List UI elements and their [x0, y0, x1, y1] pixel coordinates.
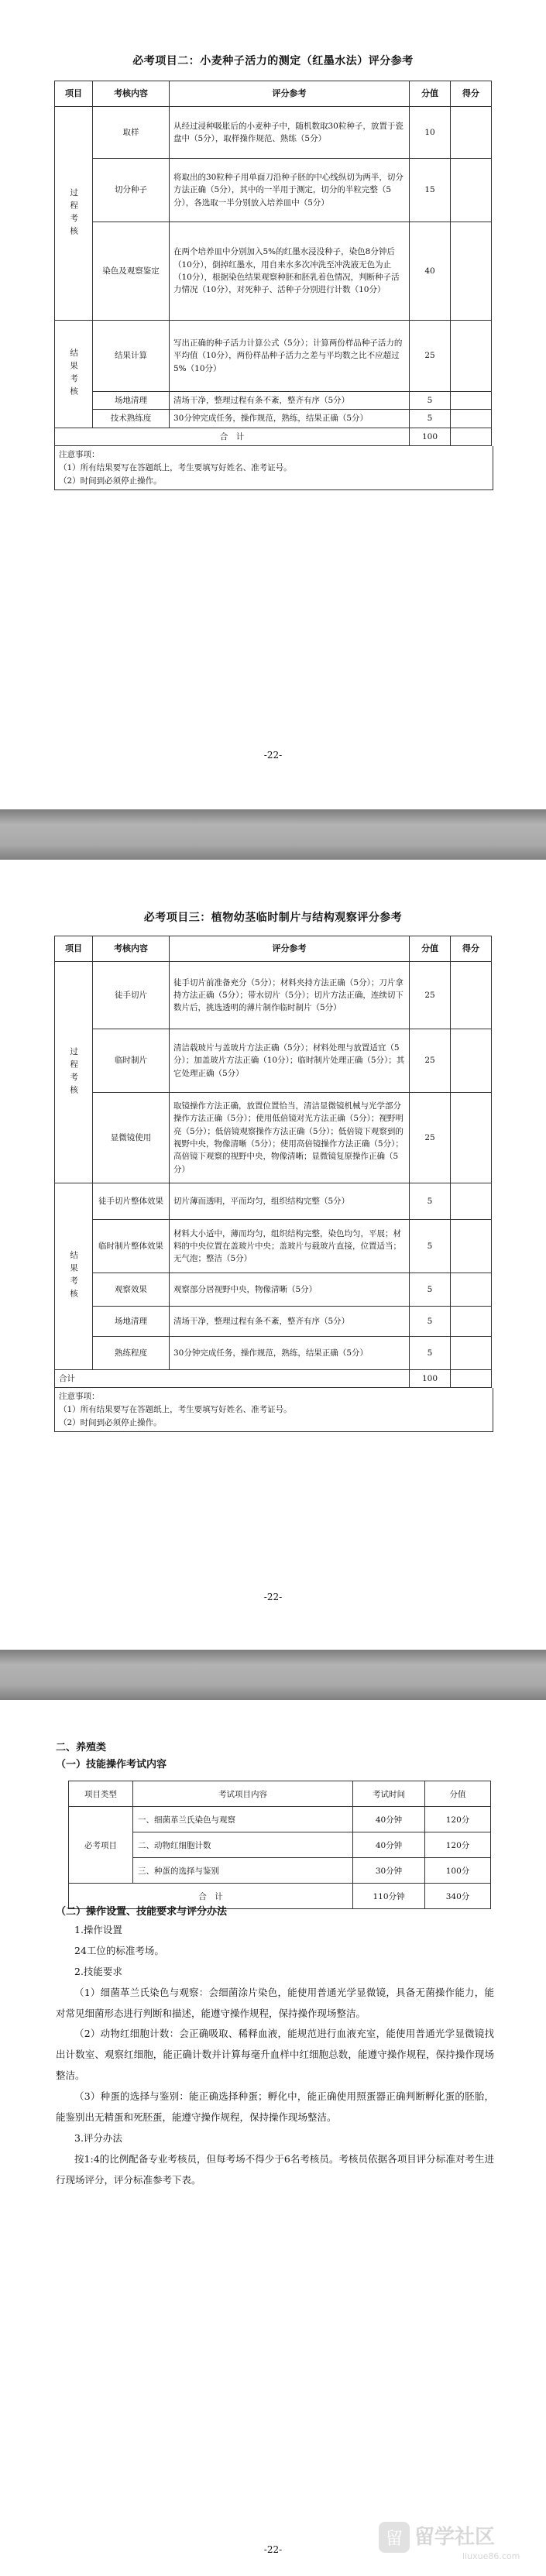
column-header: 评分参考 [170, 936, 410, 962]
earned-cell [451, 1220, 492, 1273]
table-row [55, 1337, 492, 1370]
reference-cell: 30分钟完成任务，操作规范，熟练，结果正确（5分） [170, 1337, 410, 1370]
paragraph: 按1:4的比例配备专业考核员，但每考场不得少于6名考核员。考核员依据各项目评分标准对考生进行现场评分，评分标准参考下表。 [56, 2152, 494, 2186]
paragraph: 2.技能要求 [74, 1965, 122, 1977]
score-table [54, 936, 492, 1388]
score-cell: 15 [410, 159, 451, 222]
item-cell: 场地清理 [93, 1307, 170, 1337]
page-number: -22- [263, 750, 283, 761]
earned-cell [451, 392, 492, 410]
item-cell: 临时制片 [93, 1029, 170, 1093]
table-row [55, 962, 492, 1029]
score-cell: 10 [410, 107, 451, 159]
item-cell: 熟练程度 [93, 1337, 170, 1370]
subsection-heading: （二）操作设置、技能要求与评分办法 [56, 1906, 228, 1918]
column-header: 分值 [410, 936, 451, 962]
paragraph: 24工位的标准考场。 [74, 1944, 164, 1956]
earned-cell [451, 1029, 492, 1093]
score-cell: 5 [410, 1273, 451, 1307]
reference-cell: 观察部分居视野中央，物像清晰（5分） [170, 1273, 410, 1307]
table-row [55, 392, 492, 410]
earned-cell [451, 1370, 492, 1388]
document-page-3 [0, 1700, 546, 2576]
item-cell: 徒手切片 [93, 962, 170, 1029]
column-header: 分值 [410, 81, 451, 107]
score-cell: 5 [410, 1307, 451, 1337]
score-cell: 25 [410, 321, 451, 392]
earned-cell [451, 962, 492, 1029]
item-cell: 染色及观察鉴定 [93, 222, 170, 321]
notes-line: 注意事项： [59, 1392, 100, 1401]
column-header: 考试时间 [353, 1781, 425, 1807]
page-number: -22- [263, 2544, 283, 2555]
earned-cell [451, 1183, 492, 1220]
reference-cell: 清洁载玻片与盖玻片方法正确（5分）；材料处理与放置适宜（5分）；加盖玻片方法正确（10分）；临时制片处理正确（5分）；其它处理正确（5分） [170, 1029, 410, 1093]
watermark-badge-glyph: 留 [385, 2530, 403, 2549]
table-row [55, 1183, 492, 1220]
item-cell: 取样 [93, 107, 170, 159]
reference-cell: 清场干净，整理过程有条不紊，整齐有序（5分） [170, 1307, 410, 1337]
group-cell [55, 1183, 93, 1370]
group-cell [55, 107, 93, 321]
table-row [55, 321, 492, 392]
group-name: 结果考核 [69, 348, 79, 400]
exam-time-cell: 40分钟 [353, 1807, 425, 1832]
exam-content-cell: 二、动物红细胞计数 [133, 1832, 353, 1858]
table-row [55, 107, 492, 159]
score-cell: 40 [410, 222, 451, 321]
total-label: 合计 [55, 1370, 410, 1388]
total-label: 合 计 [69, 1884, 353, 1909]
document-page-2 [0, 860, 546, 1650]
table-row [69, 1807, 491, 1832]
earned-cell [451, 428, 492, 445]
score-cell: 5 [410, 1183, 451, 1220]
page-number: -22- [263, 1592, 283, 1602]
column-header: 项目 [55, 936, 93, 962]
total-score: 340分 [425, 1884, 491, 1909]
table-row [55, 222, 492, 321]
table-row [55, 159, 492, 222]
paragraph: 3.评分办法 [74, 2131, 122, 2144]
table-row [55, 1273, 492, 1307]
earned-cell [451, 1093, 492, 1183]
item-cell: 显微镜使用 [93, 1093, 170, 1183]
paragraph: （1）细菌革兰氏染色与观察：会细菌涂片染色，能使用普通光学显微镜，具备无菌操作能力，能对常见细菌形态进行判断和描述，能遵守操作规程，保持操作现场整洁。 [56, 1986, 494, 2019]
item-cell: 场地清理 [93, 392, 170, 410]
earned-cell [451, 410, 492, 428]
document-page-1 [0, 0, 546, 809]
page-title: 必考项目三：植物幼茎临时制片与结构观察评分参考 [143, 912, 403, 924]
watermark-logo [377, 2517, 532, 2564]
group-name: 结果考核 [69, 1251, 79, 1302]
exam-table [68, 1781, 491, 1909]
item-cell: 临时制片整体效果 [93, 1220, 170, 1273]
table-header-row [69, 1781, 491, 1807]
notes-line: （2）时间到必须停止操作。 [59, 1417, 162, 1427]
reference-cell: 清场干净，整理过程有条不紊，整齐有序（5分） [170, 392, 410, 410]
group-cell [55, 321, 93, 428]
score-cell: 25 [410, 962, 451, 1029]
section-heading: 二、养殖类 [56, 1742, 107, 1753]
reference-cell: 30分钟完成任务，操作规范，熟练，结果正确（5分） [170, 410, 410, 428]
column-header: 得分 [451, 936, 492, 962]
reference-cell: 从经过浸种吸胀后的小麦种子中，随机数取30粒种子，放置于瓷盘中（5分），取样操作规范、熟练（5分） [170, 107, 410, 159]
item-cell: 技术熟练度 [93, 410, 170, 428]
table-header-row [55, 81, 492, 107]
notes-line: （1）所有结果要写在答题纸上，考生要填写好姓名、准考证号。 [59, 462, 292, 472]
score-table [54, 81, 492, 446]
table-row [55, 1093, 492, 1183]
notes-box [54, 446, 493, 490]
exam-type-cell: 必考项目 [69, 1807, 133, 1884]
total-score: 100 [410, 428, 451, 445]
subsection-heading: （一）技能操作考试内容 [56, 1759, 167, 1771]
table-row [55, 1307, 492, 1337]
paragraph: 1.操作设置 [74, 1924, 122, 1935]
paragraph: （2）动物红细胞计数：会正确吸取、稀释血液，能规范进行血液充室，能使用普通光学显微镜找出计数室、观察红细胞，能正确计数并计算每毫升血样中红细胞总数，能遵守操作规程，保持操作现场整洁。 [56, 2028, 494, 2082]
total-time: 110分钟 [353, 1884, 425, 1909]
column-header: 项目 [55, 81, 93, 107]
group-cell [55, 962, 93, 1183]
score-cell: 25 [410, 1093, 451, 1183]
total-label: 合 计 [55, 428, 410, 445]
column-header: 考核内容 [93, 81, 170, 107]
earned-cell [451, 1337, 492, 1370]
notes-line: 注意事项： [59, 450, 100, 459]
score-cell: 25 [410, 1029, 451, 1093]
group-name: 过程考核 [69, 1046, 79, 1098]
exam-content-cell: 三、种蛋的选择与鉴别 [133, 1858, 353, 1884]
total-row [55, 428, 492, 445]
table-header-row [55, 936, 492, 962]
page-separator [0, 1650, 546, 1700]
reference-cell: 材料大小适中，薄而均匀，组织结构完整，染色均匀，平展；材料的中央位置在盖玻片中央；盖玻片与载玻片直接，位置适当；无气泡；整洁（5分） [170, 1220, 410, 1273]
watermark-brand: 留学社区 [414, 2526, 496, 2549]
reference-cell: 写出正确的种子活力计算公式（5分）；计算两份样品种子活力的平均值（10分），两份样品种子活力之差与平均数之比不应超过5%（10分） [170, 321, 410, 392]
notes-line: （2）时间到必须停止操作。 [59, 476, 162, 486]
column-header: 考核内容 [93, 936, 170, 962]
column-header: 分值 [425, 1781, 491, 1807]
reference-cell: 在两个培养皿中分别加入5%的红墨水浸没种子，染色8分钟后（10分），倒掉红墨水，用自来水多次冲洗至冲洗液无色为止（10分），根据染色结果观察种胚和胚乳着色情况，判断种子活力情况（10分），对死种子、活种子分别进行计数（10分） [170, 222, 410, 321]
item-cell: 徒手切片整体效果 [93, 1183, 170, 1220]
earned-cell [451, 159, 492, 222]
notes-line: （1）所有结果要写在答题纸上，考生要填写好姓名、准考证号。 [59, 1404, 292, 1414]
earned-cell [451, 1307, 492, 1337]
notes-box [54, 1388, 493, 1432]
earned-cell [451, 107, 492, 159]
exam-time-cell: 40分钟 [353, 1832, 425, 1858]
reference-cell: 徒手切片前准备充分（5分）；材料夹持方法正确（5分）；刀片拿持方法正确（5分）；带水切片（5分）；切片方法正确，连续切下数片后，挑选透明的薄片制作临时制片（5分） [170, 962, 410, 1029]
group-name: 过程考核 [69, 187, 79, 239]
paragraph: （3）种蛋的选择与鉴别：能正确选择种蛋；孵化中，能正确使用照蛋器正确判断孵化蛋的胚胎，能鉴别出无精蛋和死胚蛋，能遵守操作规程，保持操作现场整洁。 [56, 2090, 494, 2123]
earned-cell [451, 321, 492, 392]
column-header: 得分 [451, 81, 492, 107]
table-row [55, 410, 492, 428]
column-header: 项目类型 [69, 1781, 133, 1807]
reference-cell: 将取出的30粒种子用单面刀沿种子胚的中心线纵切为两半，切分方法正确（5分），其中的一半用于测定，切分的半粒完整（5分），各选取一半分别放入培养皿中（5分） [170, 159, 410, 222]
exam-score-cell: 120分 [425, 1807, 491, 1832]
reference-cell: 切片薄而透明，平而均匀，组织结构完整（5分） [170, 1183, 410, 1220]
total-row [55, 1370, 492, 1388]
score-cell: 5 [410, 1337, 451, 1370]
exam-score-cell: 100分 [425, 1858, 491, 1884]
exam-time-cell: 30分钟 [353, 1858, 425, 1884]
page-title: 必考项目二：小麦种子活力的测定（红墨水法）评分参考 [132, 55, 414, 67]
earned-cell [451, 1273, 492, 1307]
body-text [56, 1920, 494, 2190]
item-cell: 观察效果 [93, 1273, 170, 1307]
table-row [55, 1029, 492, 1093]
watermark-url: liuxue86.com [462, 2551, 520, 2561]
score-cell: 5 [410, 410, 451, 428]
column-header: 评分参考 [170, 81, 410, 107]
score-cell: 5 [410, 392, 451, 410]
score-cell: 5 [410, 1220, 451, 1273]
total-score: 100 [410, 1370, 451, 1388]
page-separator [0, 809, 546, 860]
item-cell: 结果计算 [93, 321, 170, 392]
table-row [55, 1220, 492, 1273]
item-cell: 切分种子 [93, 159, 170, 222]
exam-content-cell: 一、细菌革兰氏染色与观察 [133, 1807, 353, 1832]
earned-cell [451, 222, 492, 321]
exam-score-cell: 120分 [425, 1832, 491, 1858]
reference-cell: 取镜操作方法正确，放置位置恰当，清洁显微镜机械与光学部分操作方法正确（5分）；使用低倍镜对光方法正确（5分）；视野明亮（5分）；低倍镜观察操作方法正确（5分）；低倍镜下观察到的视野中央，物像清晰（5分）；使用高倍镜操作方法正确（5分）；高倍镜下观察的视野中央，物像清晰；显微镜复原操作正确（5分） [170, 1093, 410, 1183]
column-header: 考试项目内容 [133, 1781, 353, 1807]
